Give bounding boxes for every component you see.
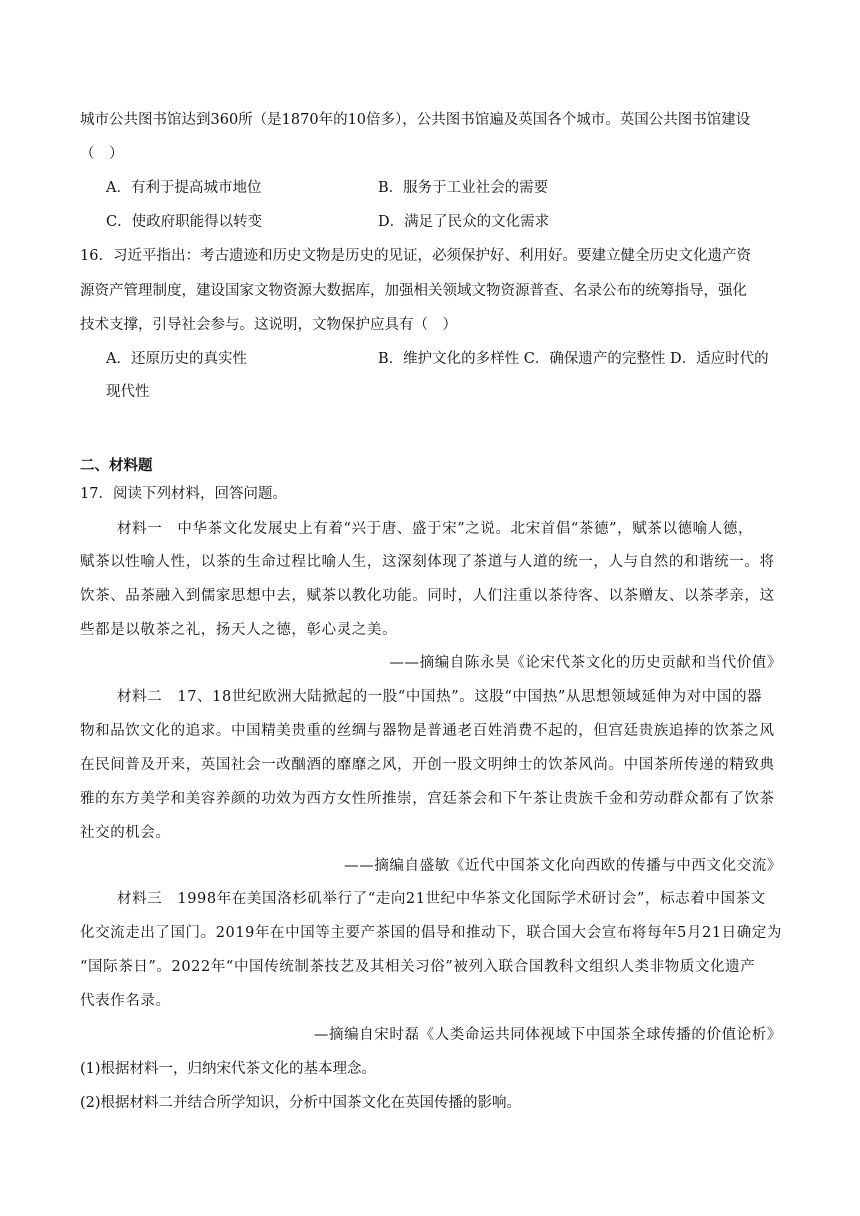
material-1-line: 些都是以敬茶之礼，扬天人之德，彰心灵之美。 xyxy=(80,622,398,638)
q15-option-c: C．使政府职能得以转变 xyxy=(106,214,263,230)
material-1-source: ——摘编自陈永昊《论宋代茶文化的历史贡献和当代价值》 xyxy=(389,655,782,671)
q15-option-a: A．有利于提高城市地位 xyxy=(106,180,262,196)
q16-options-bcd: B．维护文化的多样性 C．确保遗产的完整性 D．适应时代的 xyxy=(378,351,769,367)
material-2-line: 材料二 17、18世纪欧洲大陆掀起的一股“中国热”。这股“中国热”从思想领域延伸为对中国的器 xyxy=(117,689,763,705)
q15-text-line: 城市公共图书馆达到360所（是1870年的10倍多），公共图书馆遍及英国各个城市。英国公共图书馆建设 xyxy=(80,112,751,128)
q17-intro: 17．阅读下列材料，回答问题。 xyxy=(80,486,287,502)
material-1-line: 饮茶、品茶融入到儒家思想中去，赋茶以教化功能。同时，人们注重以茶待客、以茶赠友、以茶孝亲，这 xyxy=(80,588,775,604)
material-3-source: —摘编自宋时磊《人类命运共同体视域下中国茶全球传播的价值论析》 xyxy=(313,1027,782,1043)
material-2-source: ——摘编自盛敏《近代中国茶文化向西欧的传播与中西文化交流》 xyxy=(344,858,782,874)
q16-stem-line: 技术支撑，引导社会参与。这说明，文物保护应具有（ ） xyxy=(80,317,457,333)
material-3-line: 化交流走出了国门。2019年在中国等主要产茶国的倡导和推动下，联合国大会宣布将每年5月21日确定为 xyxy=(80,925,783,941)
q15-option-b: B．服务于工业社会的需要 xyxy=(378,180,549,196)
material-3-line: 材料三 1998年在美国洛杉矶举行了“走向21世纪中华茶文化国际学术研讨会”，标志着中国茶文 xyxy=(117,891,766,907)
q16-option-d-wrap: 现代性 xyxy=(106,384,150,400)
q17-subquestion-2: (2)根据材料二并结合所学知识，分析中国茶文化在英国传播的影响。 xyxy=(80,1095,522,1111)
material-2-line: 在民间普及开来，英国社会一改酗酒的靡靡之风，开创一股文明绅士的饮茶风尚。中国茶所传递的精致典 xyxy=(80,757,775,773)
material-2-line: 社交的机会。 xyxy=(80,825,171,841)
q15-answer-bracket: （ ） xyxy=(80,146,124,162)
q17-subquestion-1: (1)根据材料一，归纳宋代茶文化的基本理念。 xyxy=(80,1061,377,1077)
material-3-line: “国际茶日”。2022年“中国传统制茶技艺及其相关习俗”被列入联合国教科文组织人类非物质文化遗产 xyxy=(80,959,756,975)
q16-option-a: A．还原历史的真实性 xyxy=(106,351,247,367)
material-3-line: 代表作名录。 xyxy=(80,993,171,1009)
material-1-line: 赋茶以性喻人性，以茶的生命过程比喻人生，这深刻体现了茶道与人道的统一，人与自然的和谐统一。将 xyxy=(80,554,775,570)
material-2-line: 雅的东方美学和美容养颜的功效为西方女性所推崇，宫廷茶会和下午茶让贵族千金和劳动群众都有了饮茶 xyxy=(80,791,775,807)
material-1-line: 材料一 中华茶文化发展史上有着“兴于唐、盛于宋”之说。北宋首倡“茶德”，赋茶以德喻人德， xyxy=(117,521,754,537)
section-heading: 二、材料题 xyxy=(80,458,153,474)
material-2-line: 物和品饮文化的追求。中国精美贵重的丝绸与器物是普通老百姓消费不起的，但宫廷贵族追捧的饮茶之风 xyxy=(80,723,775,739)
q15-option-d: D．满足了民众的文化需求 xyxy=(378,214,550,230)
q16-stem-line: 源资产管理制度，建设国家文物资源大数据库，加强相关领域文物资源普查、名录公布的统筹指导，强化 xyxy=(80,283,747,299)
q16-stem-line: 16．习近平指出：考古遗迹和历史文物是历史的见证，必须保护好、利用好。要建立健全历史文化遗产资 xyxy=(80,248,751,264)
